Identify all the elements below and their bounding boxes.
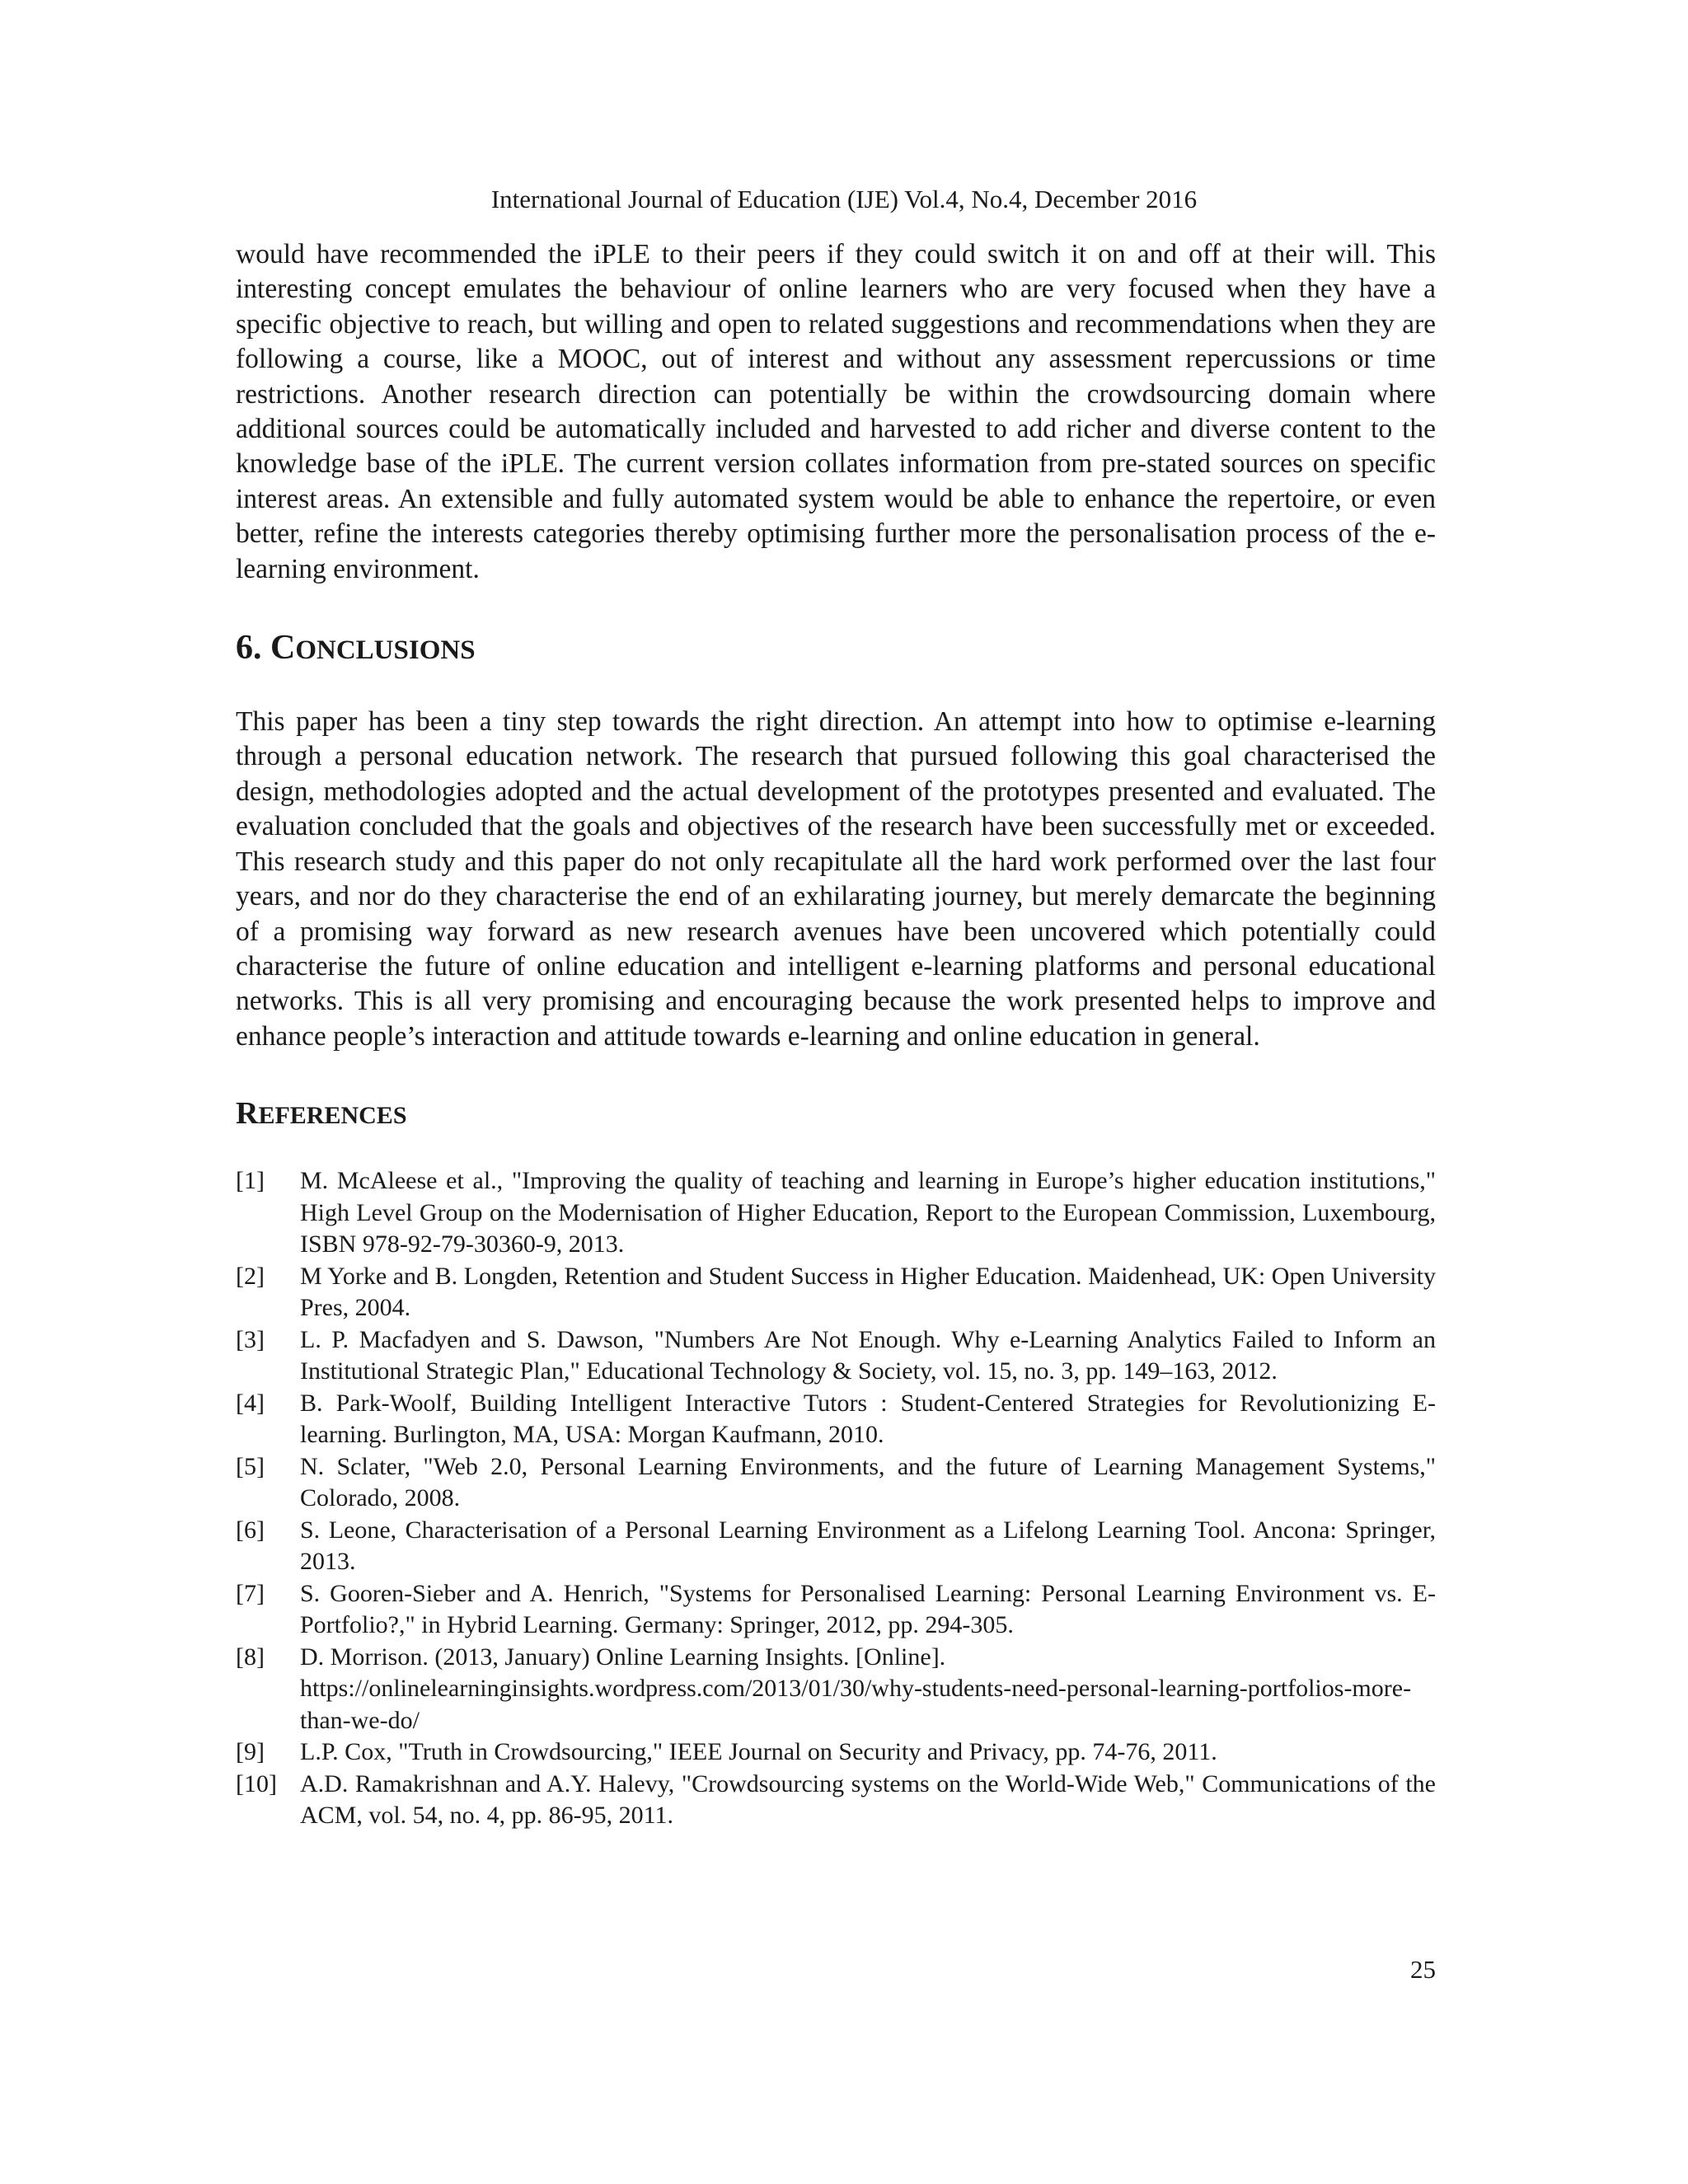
reference-number: [3] bbox=[236, 1325, 265, 1353]
page-body bbox=[236, 237, 1436, 1832]
reference-text: S. Gooren-Sieber and A. Henrich, "Systems for Personalised Learning: Personal Learning Environment vs. E-Portfolio?," in Hybrid Learning. Germany: Springer, 2012, pp. 294-305. bbox=[300, 1579, 1436, 1639]
reference-text: B. Park-Woolf, Building Intelligent Interactive Tutors : Student-Centered Strategies for Revolutionizing E-learning. Burlington, MA, USA: Morgan Kaufmann, 2010. bbox=[300, 1389, 1436, 1449]
conclusions-heading-initial: C bbox=[270, 629, 296, 668]
reference-text: M. McAleese et al., "Improving the quality of teaching and learning in Europe’s higher education institutions," High Level Group on the Modernisation of Higher Education, Report to the European Commission, Luxembourg, ISBN 978-92-79-30360-9, 2013. bbox=[300, 1167, 1436, 1258]
reference-number: [10] bbox=[236, 1769, 277, 1797]
conclusions-heading-number: 6. bbox=[236, 629, 262, 668]
reference-item bbox=[236, 1388, 1436, 1451]
reference-item bbox=[236, 1515, 1436, 1578]
reference-list bbox=[236, 1165, 1436, 1832]
reference-item bbox=[236, 1642, 1436, 1737]
reference-item bbox=[236, 1736, 1436, 1769]
reference-text: L.P. Cox, "Truth in Crowdsourcing," IEEE Journal on Security and Privacy, pp. 74-76, 2011. bbox=[300, 1738, 1217, 1766]
reference-text: N. Sclater, "Web 2.0, Personal Learning Environments, and the future of Learning Management Systems," Colorado, 2008. bbox=[300, 1452, 1436, 1512]
reference-number: [4] bbox=[236, 1389, 265, 1417]
reference-number: [8] bbox=[236, 1643, 265, 1671]
reference-text: S. Leone, Characterisation of a Personal Learning Environment as a Lifelong Learning Tool. Ancona: Springer, 2013. bbox=[300, 1516, 1436, 1576]
reference-number: [9] bbox=[236, 1738, 265, 1766]
page-number: 25 bbox=[1410, 1955, 1436, 1984]
reference-number: [5] bbox=[236, 1452, 265, 1480]
conclusions-paragraph: This paper has been a tiny step towards the right direction. An attempt into how to optimise e-learning through a personal education network. The research that pursued following this goal characterised the design, methodologies adopted and the actual development of the prototypes presented and evaluated. The evaluation concluded that the goals and objectives of the research have been successfully met or exceeded. This research study and this paper do not only recapitulate all the hard work performed over the last four years, and nor do they characterise the end of an exhilarating journey, but merely demarcate the beginning of a promising way forward as new research avenues have been uncovered which potentially could characterise the future of online education and intelligent e-learning platforms and personal educational networks. This is all very promising and encouraging because the work presented helps to improve and enhance people’s interaction and attitude towards e-learning and online education in general. bbox=[236, 706, 1436, 1052]
reference-item bbox=[236, 1261, 1436, 1324]
reference-text: M Yorke and B. Longden, Retention and Student Success in Higher Education. Maidenhead, UK: Open University Pres, 2004. bbox=[300, 1262, 1436, 1322]
references-heading-rest: EFERENCES bbox=[258, 1102, 407, 1130]
reference-text: A.D. Ramakrishnan and A.Y. Halevy, "Crowdsourcing systems on the World-Wide Web," Communications of the ACM, vol. 54, no. 4, pp. 86-95, 2011. bbox=[300, 1769, 1436, 1830]
conclusions-heading bbox=[236, 626, 1436, 672]
reference-number: [1] bbox=[236, 1167, 265, 1195]
reference-item bbox=[236, 1324, 1436, 1388]
reference-text: L. P. Macfadyen and S. Dawson, "Numbers Are Not Enough. Why e-Learning Analytics Failed to Inform an Institutional Strategic Plan," Educational Technology & Society, vol. 15, no. 3, pp. 149–163, 2012. bbox=[300, 1325, 1436, 1385]
conclusions-heading-rest: ONCLUSIONS bbox=[295, 635, 476, 666]
reference-number: [2] bbox=[236, 1262, 265, 1290]
running-header: International Journal of Education (IJE) Vol.4, No.4, December 2016 bbox=[490, 185, 1198, 213]
reference-number: [7] bbox=[236, 1579, 265, 1607]
reference-number: [6] bbox=[236, 1516, 265, 1544]
references-heading-initial: R bbox=[236, 1096, 259, 1132]
intro-paragraph: would have recommended the iPLE to their peers if they could switch it on and off at their will. This interesting concept emulates the behaviour of online learners who are very focused when they have a specific objective to reach, but willing and open to related suggestions and recommendations when they are following a course, like a MOOC, out of interest and without any assessment repercussions or time restrictions. Another research direction can potentially be within the crowdsourcing domain where additional sources could be automatically included and harvested to add richer and diverse content to the knowledge base of the iPLE. The current version collates information from pre-stated sources on specific interest areas. An extensible and fully automated system would be able to enhance the repertoire, or even better, refine the interests categories thereby optimising further more the personalisation process of the e-learning environment. bbox=[236, 239, 1436, 584]
reference-item bbox=[236, 1578, 1436, 1642]
reference-item bbox=[236, 1165, 1436, 1261]
reference-item bbox=[236, 1451, 1436, 1515]
reference-item bbox=[236, 1769, 1436, 1832]
reference-text: D. Morrison. (2013, January) Online Learning Insights. [Online]. https://onlinelearninginsights.wordpress.com/2013/01/30/why-students-need-personal-learning-portfolios-more-than-we-do/ bbox=[300, 1643, 1412, 1734]
references-heading bbox=[236, 1094, 1436, 1136]
